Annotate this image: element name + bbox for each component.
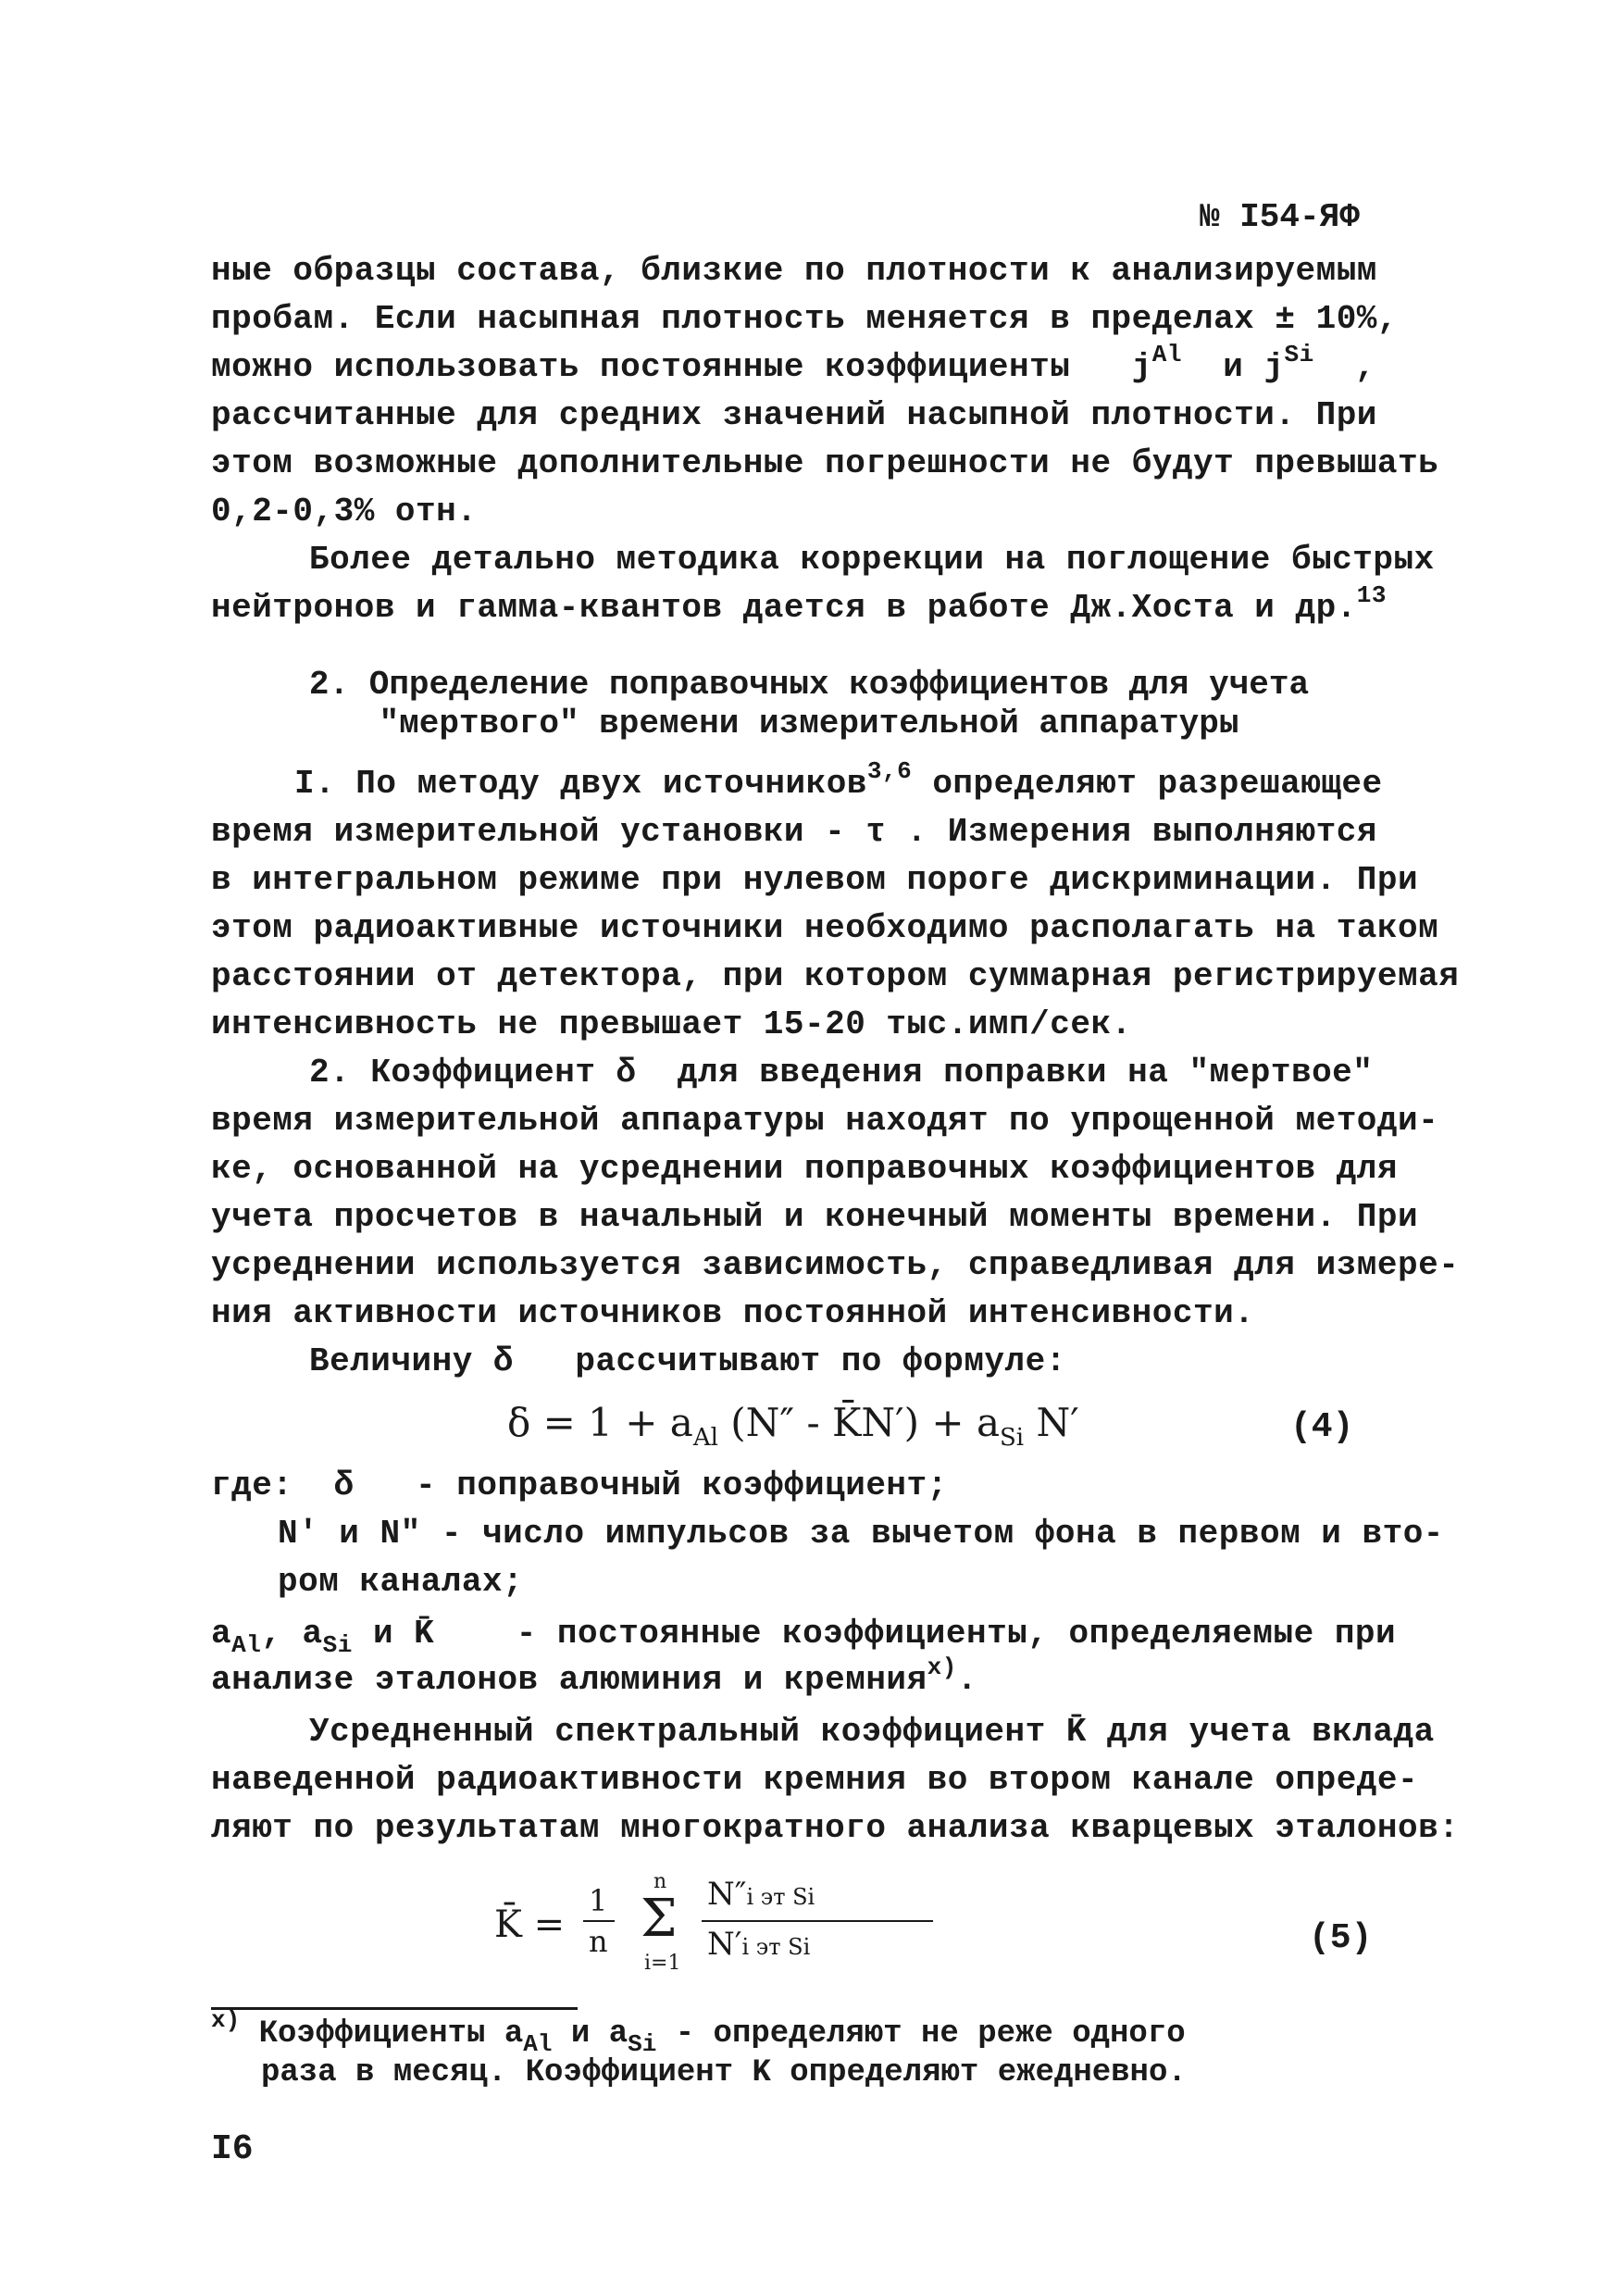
- section-title: "мертвого" времени измерительной аппаратуры: [379, 705, 1239, 742]
- text-line: где: δ - поправочный коэффициент;: [211, 1466, 948, 1504]
- text-line: ляют по результатам многократного анализа кварцевых эталонов:: [211, 1809, 1460, 1847]
- text-line: ные образцы состава, близкие по плотности к анализируемым: [211, 252, 1377, 290]
- equation-number: (4): [1290, 1407, 1354, 1447]
- text-line: I. По методу двух источников$^{3,6}$ определяют разрешающее: [294, 757, 1383, 803]
- text-line: этом возможные дополнительные погрешности не будут превышать: [211, 444, 1439, 482]
- text-line: пробам. Если насыпная плотность меняется в пределах ± 10%,: [211, 300, 1399, 338]
- footnote-rule: [211, 2007, 578, 2010]
- footnote: $^{x)}$ Коэффициенты $a_{Al}$ и $a_{Si}$ - определяют не реже одного: [211, 2006, 1186, 2058]
- text-line: Усредненный спектральный коэффициент K̄ для учета вклада: [309, 1713, 1435, 1751]
- text-line: N′ и N″ - число импульсов за вычетом фона в первом и вто-: [278, 1515, 1444, 1553]
- text-line: Величину δ рассчитывают по формуле:: [309, 1342, 1066, 1380]
- text-line: Более детально методика коррекции на поглощение быстрых: [309, 541, 1435, 579]
- text-line: наведенной радиоактивности кремния во втором канале опреде-: [211, 1761, 1419, 1799]
- text-line: расстоянии от детектора, при котором суммарная регистрируемая: [211, 957, 1460, 995]
- text-line: можно использовать постоянные коэффициенты $j^{Al}$ и $j^{Si}$ ,: [211, 341, 1376, 386]
- text-line: время измерительной аппаратуры находят по упрощенной методи-: [211, 1102, 1439, 1140]
- section-title: 2. Определение поправочных коэффициентов для учета: [308, 666, 1310, 704]
- text-line: 2. Коэффициент δ для введения поправки на "мертвое": [309, 1054, 1374, 1092]
- formula-4: $\delta = 1 + a_{Al}$ (N″ - K̄N′) + $a_{Si}$ N′: [507, 1400, 1079, 1452]
- text-line: учета просчетов в начальный и конечный моменты времени. При: [211, 1198, 1419, 1236]
- text-line: ром каналах;: [278, 1563, 524, 1601]
- text-line: $a_{Al}$, $a_{Si}$ и K̄ - постоянные коэффициенты, определяемые при: [211, 1615, 1397, 1659]
- text-line: нейтронов и гамма-квантов дается в работе Дж.Хоста и др.$^{13}$: [211, 581, 1388, 627]
- document-number: № I54-ЯФ: [1200, 198, 1360, 236]
- text-line: анализе эталонов алюминия и кремния$^{x)}$.: [211, 1653, 977, 1699]
- text-line: время измерительной установки - τ . Измерения выполняются: [211, 813, 1377, 851]
- text-line: рассчитанные для средних значений насыпной плотности. При: [211, 396, 1377, 434]
- text-line: ке, основанной на усреднении поправочных коэффициентов для: [211, 1150, 1399, 1188]
- text-line: 0,2-0,3% отн.: [211, 493, 478, 530]
- equation-number: (5): [1309, 1918, 1373, 1958]
- text-line: этом радиоактивные источники необходимо располагать на таком: [211, 909, 1439, 947]
- footnote: раза в месяц. Коэффициент K определяют ежедневно.: [261, 2055, 1187, 2090]
- text-line: усреднении используется зависимость, справедливая для измере-: [211, 1246, 1460, 1284]
- formula-5: K̄ = 1 n n Σ i=1 N″i эт Si N′i эт Si: [494, 1870, 976, 1990]
- text-line: ния активности источников постоянной интенсивности.: [211, 1294, 1255, 1332]
- text-line: в интегральном режиме при нулевом пороге дискриминации. При: [211, 861, 1419, 899]
- text-line: интенсивность не превышает 15-20 тыс.имп/сек.: [211, 1005, 1132, 1043]
- page-number: I6: [211, 2129, 254, 2169]
